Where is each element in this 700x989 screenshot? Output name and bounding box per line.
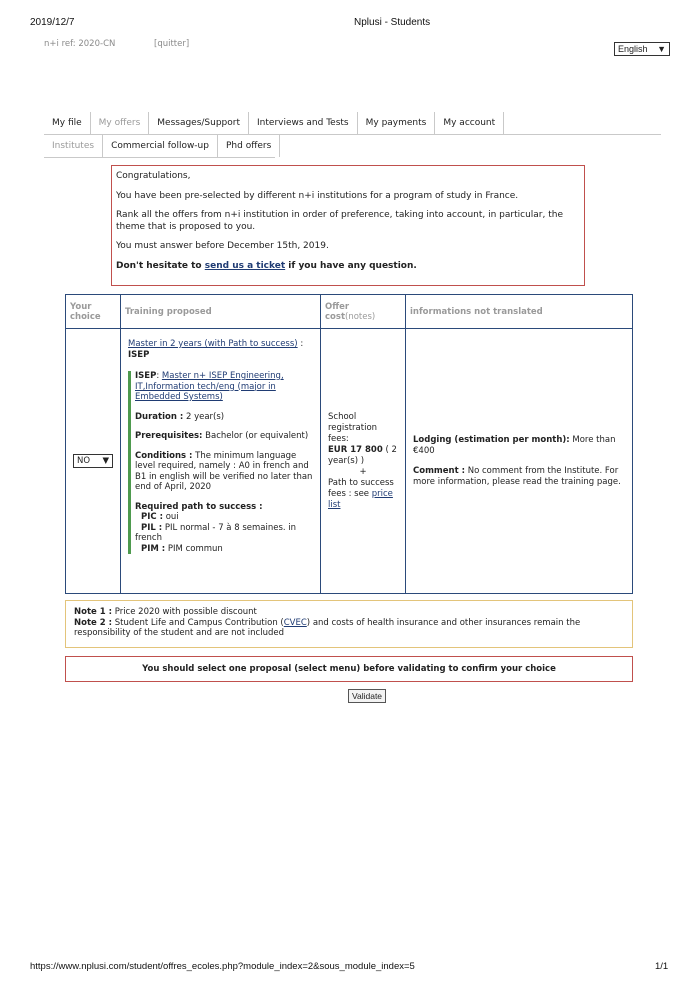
conditions-line (135, 451, 313, 493)
path-label: Required path to success : (135, 501, 263, 512)
tab-my-file[interactable]: My file (44, 112, 91, 134)
isep-program-link[interactable]: Master n+ ISEP Engineering, IT,Information tech/eng (major in Embedded Systems) (135, 371, 284, 402)
cost-path-text: Path to success fees : see (328, 477, 394, 499)
conditions-label: Conditions : (135, 450, 193, 461)
choice-select-value: NO (77, 456, 91, 466)
note2-prefix: Student Life and Campus Contribution ( (112, 617, 284, 628)
print-date: 2019/12/7 (30, 17, 75, 28)
print-title: Nplusi - Students (354, 17, 431, 28)
table-header-row (66, 295, 633, 329)
prereq-label: Prerequisites: (135, 431, 203, 441)
note2 (74, 618, 624, 639)
program-link[interactable]: Master in 2 years (with Path to success) (128, 339, 298, 349)
print-page-number: 1/1 (655, 961, 669, 972)
tab-my-payments[interactable]: My payments (358, 112, 436, 134)
pim-line (135, 544, 223, 554)
pim-value: PIM commun (165, 543, 223, 554)
training-cell (121, 329, 321, 594)
cost-fees-label: School registration fees: (328, 411, 378, 444)
intro-line2: Rank all the offers from n+i institution in order of preference, taking into account, in particular, the theme that is proposed to you. (116, 210, 563, 232)
header-cost-notes: (notes) (345, 311, 376, 322)
note2-label: Note 2 : (74, 617, 113, 628)
subtabs-divider (44, 157, 275, 158)
intro-line1: You have been pre-selected by different n+i institutions for a program of study in France. (116, 190, 519, 201)
subtab-commercial-follow-up[interactable]: Commercial follow-up (103, 135, 218, 157)
quit-link[interactable]: [quitter] (154, 39, 190, 49)
program-title (128, 339, 313, 361)
note1-label: Note 1 : (74, 607, 113, 617)
duration-label: Duration : (135, 411, 184, 422)
header-cost (321, 295, 406, 329)
lodging-line (413, 435, 625, 457)
pil-label: PIL : (141, 522, 163, 533)
tab-my-offers[interactable]: My offers (91, 112, 150, 134)
prereq-value: Bachelor (or equivalent) (202, 431, 309, 441)
pic-value: oui (163, 512, 179, 522)
header-training: Training proposed (121, 295, 321, 329)
comment-line (413, 466, 625, 488)
program-sep: : (297, 339, 304, 349)
pic-line (135, 512, 179, 522)
intro-ticket-line (116, 261, 580, 273)
comment-value: No comment from the Institute. For more information, please read the training page. (413, 465, 621, 487)
header-info: informations not translated (406, 295, 633, 329)
intro-greeting: Congratulations, (116, 171, 191, 181)
note1 (74, 607, 624, 618)
tab-my-account[interactable]: My account (435, 112, 504, 134)
chevron-down-icon: ▼ (102, 456, 109, 466)
sub-tabs (44, 135, 280, 157)
subtab-phd-offers[interactable]: Phd offers (218, 135, 280, 157)
comment-label: Comment : (413, 465, 466, 476)
isep-label: ISEP (135, 371, 157, 381)
cvec-link[interactable]: CVEC (283, 617, 307, 628)
offer-details (128, 371, 313, 554)
pil-value: PIL normal - 7 à 8 semaines. in french (135, 522, 297, 543)
duration-value: 2 year(s) (183, 411, 225, 422)
note2-suffix: ) and costs of health insurance and other insurances remain the responsibility of the student and are not included (74, 617, 581, 638)
duration-line (135, 412, 313, 423)
intro-box (111, 165, 585, 286)
send-ticket-link[interactable]: send us a ticket (204, 260, 286, 271)
chevron-down-icon: ▼ (657, 44, 666, 54)
program-school: ISEP (128, 350, 150, 360)
cost-cell (321, 329, 406, 594)
pic-label: PIC : (141, 512, 163, 522)
cost-amount: EUR 17 800 (328, 444, 383, 455)
cost-path-line (328, 478, 398, 511)
account-ref: n+i ref: 2020-CN (44, 39, 116, 49)
ticket-prefix: Don't hesitate to (116, 260, 205, 271)
pim-label: PIM : (141, 543, 166, 554)
print-url: https://www.nplusi.com/student/offres_ecoles.php?module_index=2&sous_module_index=5 (30, 961, 415, 972)
validate-button[interactable]: Validate (348, 689, 386, 703)
pil-line (135, 523, 296, 544)
choice-select[interactable] (73, 454, 113, 468)
price-list-link[interactable]: price list (328, 488, 393, 510)
header-choice: Your choice (66, 295, 121, 329)
tab-messages-support[interactable]: Messages/Support (149, 112, 249, 134)
prereq-line (135, 431, 313, 442)
lodging-value: More than €400 (413, 434, 616, 456)
path-block (135, 502, 313, 555)
language-select[interactable] (614, 42, 670, 56)
ticket-suffix: if you have any question. (285, 260, 417, 271)
offers-table (65, 294, 633, 594)
tab-interviews-tests[interactable]: Interviews and Tests (249, 112, 358, 134)
isep-sep: : (156, 371, 162, 381)
main-tabs (44, 112, 504, 134)
info-cell (406, 329, 633, 594)
choice-cell (66, 329, 121, 594)
lodging-label: Lodging (estimation per month): (413, 434, 570, 445)
table-row (66, 329, 633, 594)
header-cost-label: Offer cost (325, 301, 350, 322)
cost-amount-line (328, 445, 398, 467)
subtab-institutes[interactable]: Institutes (44, 135, 103, 157)
notes-box (65, 600, 633, 648)
intro-line3: You must answer before December 15th, 2019. (116, 241, 329, 251)
select-warning: You should select one proposal (select menu) before validating to confirm your choice (65, 656, 633, 682)
conditions-value: The minimum language level required, namely : A0 in french and B1 in english will be verified no later than end of April, 2020 (135, 450, 313, 492)
note1-value: Price 2020 with possible discount (112, 607, 257, 617)
isep-line (135, 371, 313, 403)
cost-duration: ( 2 year(s) ) (328, 444, 397, 466)
cost-plus: + (359, 466, 367, 477)
language-select-value: English (618, 44, 648, 54)
